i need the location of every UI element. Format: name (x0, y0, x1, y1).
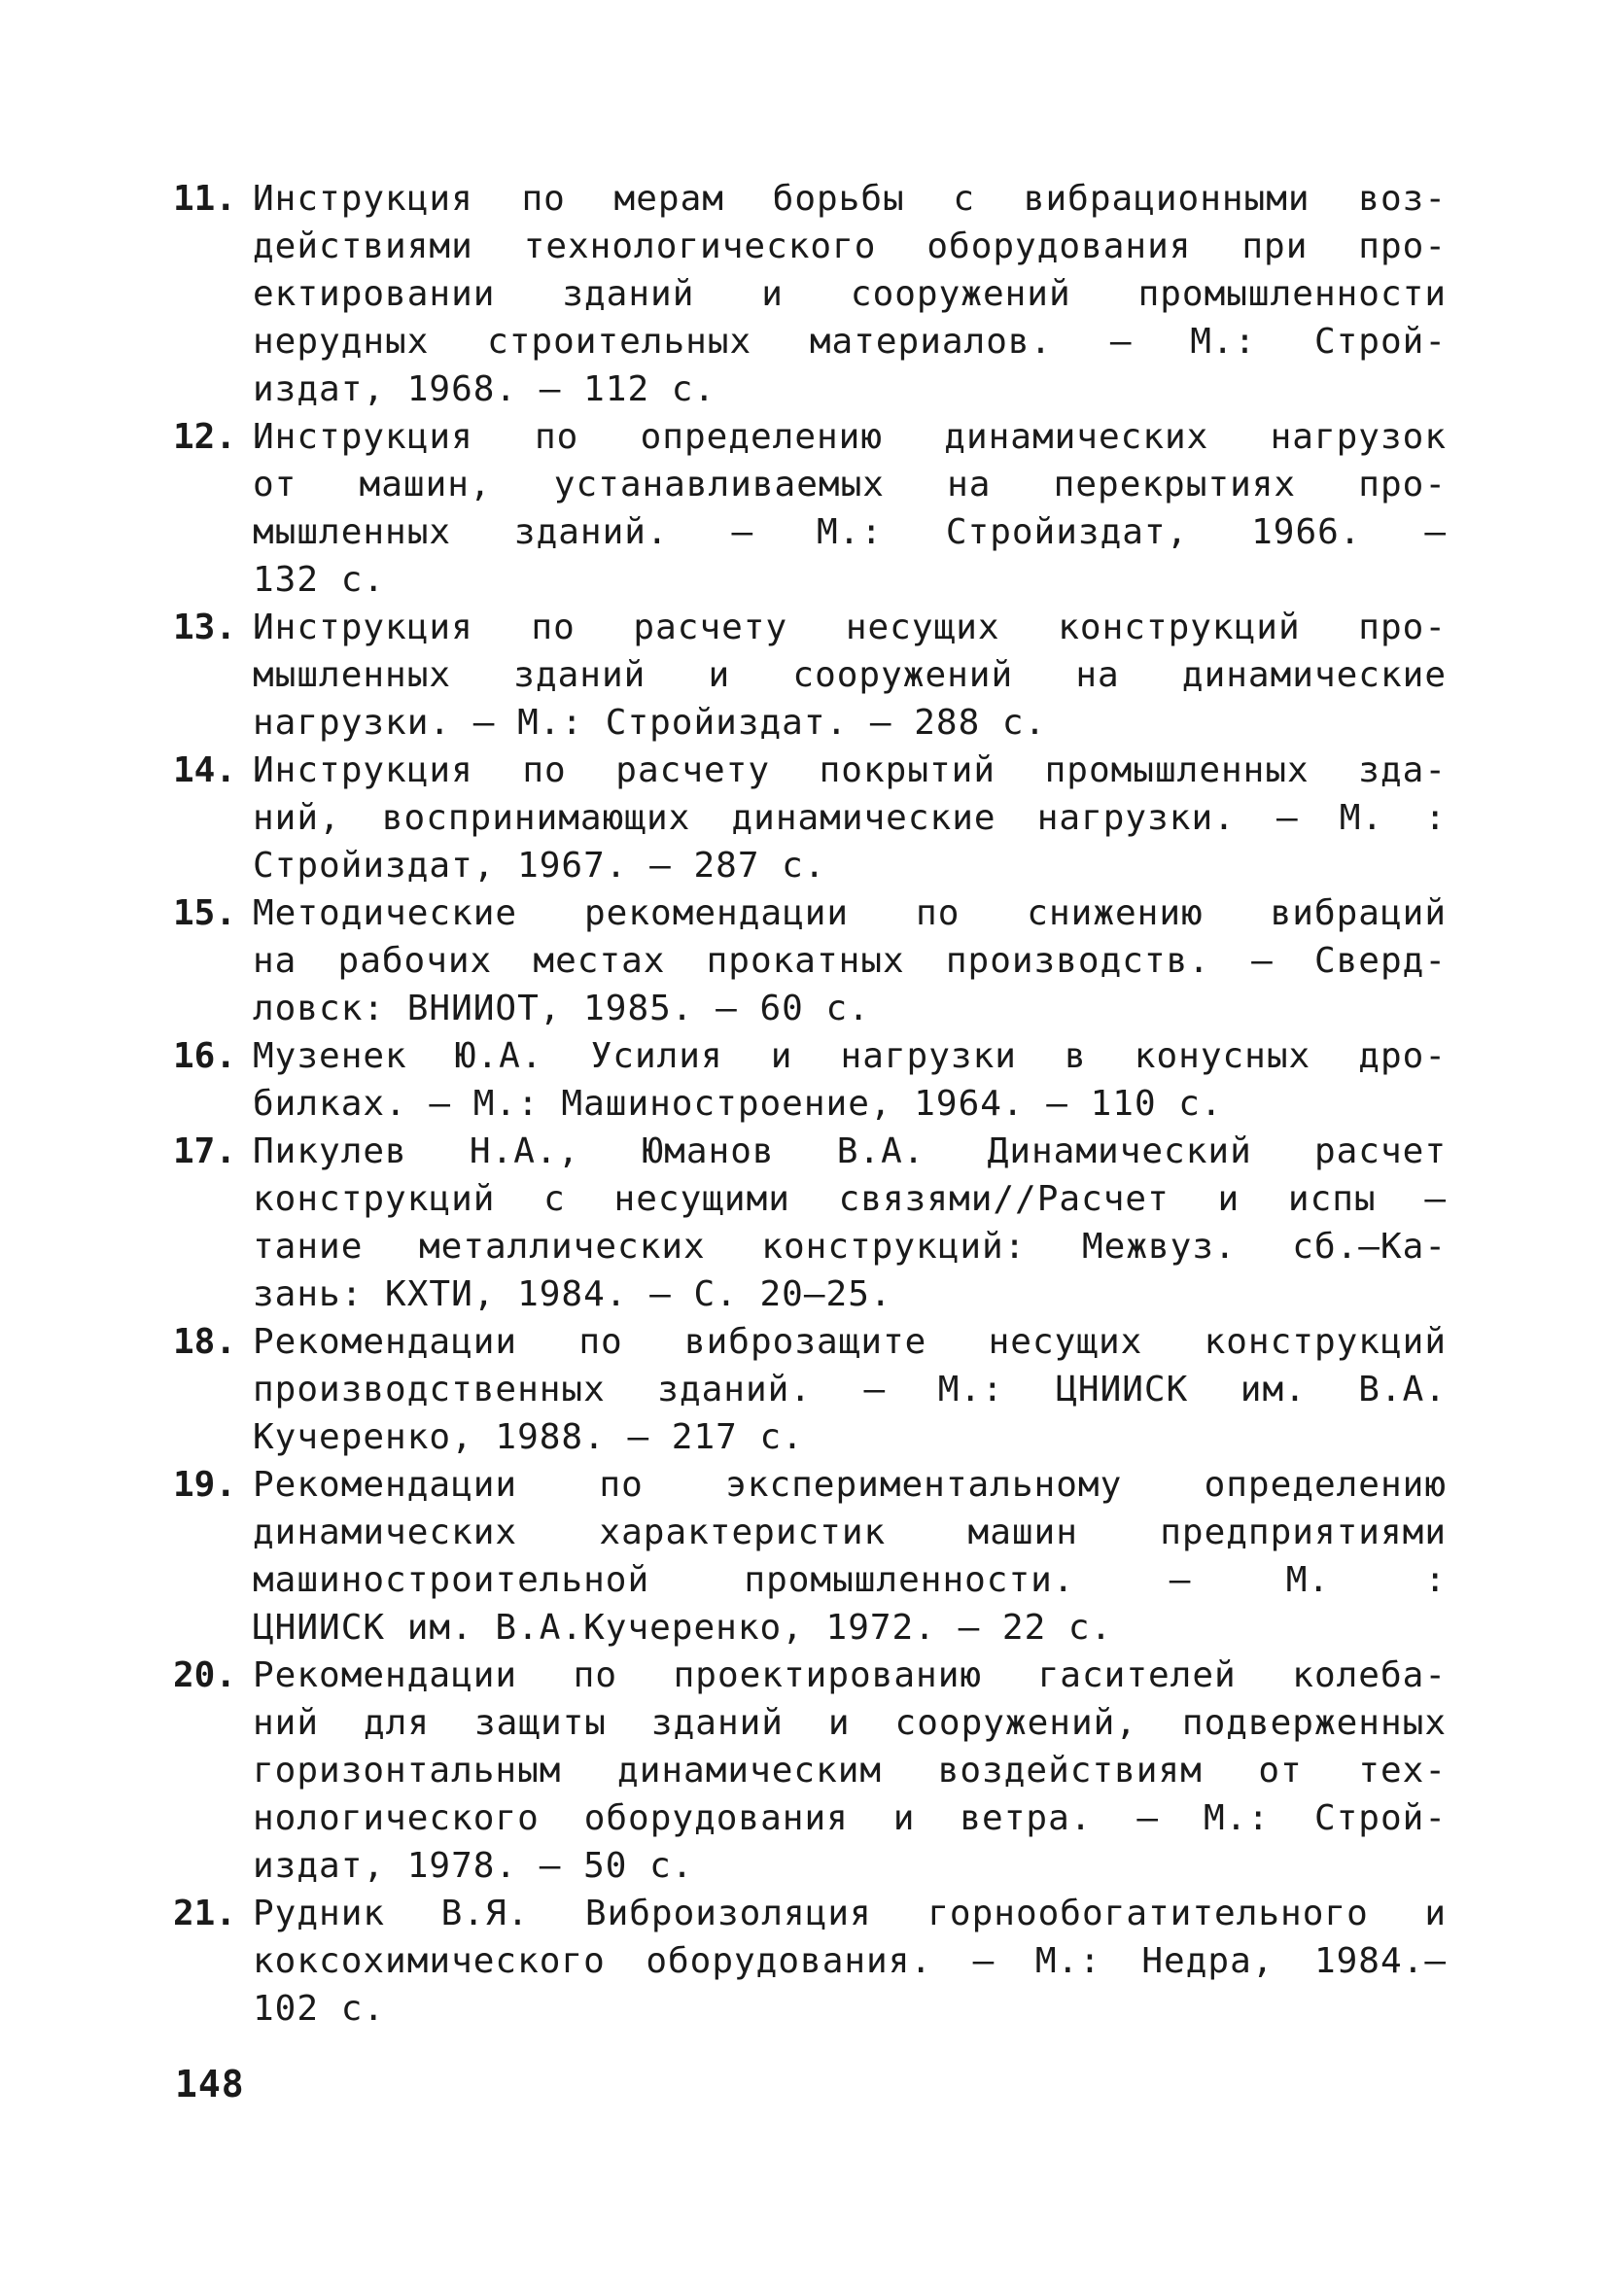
reference-number: 20. (173, 1655, 237, 1695)
reference-number: 11. (173, 179, 237, 219)
reference-text-line: 132 с. (253, 560, 386, 600)
reference-text-line: Музенек Ю.А. Усилия и нагрузки в конусных дро- (253, 1036, 1447, 1076)
reference-item (173, 413, 1447, 604)
reference-text-line: производственных зданий. – М.: ЦНИИСК им. В.А. (253, 1370, 1447, 1409)
reference-item (173, 604, 1447, 747)
reference-text-line: Рекомендации по экспериментальному определению (253, 1465, 1447, 1505)
reference-item (173, 175, 1447, 413)
reference-text-line: конструкций с несущими связями//Расчет и испы – (253, 1179, 1447, 1219)
reference-text-line: ЦНИИСК им. В.А.Кучеренко, 1972. – 22 с. (253, 1608, 1113, 1648)
reference-text-line: Рекомендации по виброзащите несущих конструкций (253, 1322, 1447, 1362)
reference-text-line: Инструкция по мерам борьбы с вибрационными воз- (253, 179, 1447, 219)
reference-text-line: Инструкция по определению динамических нагрузок (253, 417, 1447, 457)
reference-text-line: ний для защиты зданий и сооружений, подверженных (253, 1703, 1447, 1743)
reference-text-line: машиностроительной промышленности. – М. : (253, 1560, 1447, 1600)
reference-text-line: действиями технологического оборудования при про- (253, 226, 1447, 266)
reference-item (173, 1318, 1447, 1461)
reference-number: 16. (173, 1036, 237, 1076)
reference-text-line: Инструкция по расчету несущих конструкций про- (253, 608, 1447, 647)
reference-text-line: нологического оборудования и ветра. – М.: Строй- (253, 1798, 1447, 1838)
reference-text-line: билках. – М.: Машиностроение, 1964. – 110 с. (253, 1084, 1223, 1124)
reference-text-line: динамических характеристик машин предприятиями (253, 1513, 1447, 1552)
reference-text-line: Инструкция по расчету покрытий промышленных зда- (253, 750, 1447, 790)
reference-number: 21. (173, 1894, 237, 1933)
reference-item (173, 1032, 1447, 1128)
reference-text-line: горизонтальным динамическим воздействиям от тех- (253, 1751, 1447, 1791)
reference-number: 12. (173, 417, 237, 457)
reference-text-line: зань: КХТИ, 1984. – С. 20–25. (253, 1274, 892, 1314)
reference-item (173, 1128, 1447, 1318)
reference-item (173, 889, 1447, 1032)
reference-text-line: Методические рекомендации по снижению вибраций (253, 893, 1447, 933)
reference-number: 13. (173, 608, 237, 647)
reference-text-line: на рабочих местах прокатных производств. – Сверд- (253, 941, 1447, 981)
reference-text-line: ловск: ВНИИОТ, 1985. – 60 с. (253, 989, 870, 1028)
reference-text-line: 102 с. (253, 1989, 386, 2029)
reference-item (173, 1461, 1447, 1652)
reference-text-line: Рудник В.Я. Виброизоляция горнообогатительного и (253, 1894, 1447, 1933)
reference-text-line: тание металлических конструкций: Межвуз. сб.–Ка- (253, 1227, 1447, 1267)
reference-text-line: ектировании зданий и сооружений промышленности (253, 274, 1447, 314)
page-number: 148 (175, 2063, 245, 2105)
reference-text-line: мышленных зданий и сооружений на динамические (253, 655, 1447, 695)
reference-text-line: Рекомендации по проектированию гасителей колеба- (253, 1655, 1447, 1695)
reference-text-line: Кучеренко, 1988. – 217 с. (253, 1417, 804, 1457)
reference-text-line: издат, 1978. – 50 с. (253, 1846, 694, 1886)
reference-number: 15. (173, 893, 237, 933)
reference-item (173, 1652, 1447, 1890)
reference-text-line: Пикулев Н.А., Юманов В.А. Динамический расчет (253, 1131, 1447, 1171)
reference-text-line: нагрузки. – М.: Стройиздат. – 288 с. (253, 703, 1047, 743)
reference-text-line: от машин, устанавливаемых на перекрытиях про- (253, 465, 1447, 504)
reference-text-line: коксохимического оборудования. – М.: Недра, 1984.– (253, 1941, 1447, 1981)
reference-number: 14. (173, 750, 237, 790)
reference-text-line: Стройиздат, 1967. – 287 с. (253, 846, 826, 886)
reference-text-line: нерудных строительных материалов. – М.: Строй- (253, 322, 1447, 362)
reference-item (173, 747, 1447, 889)
reference-number: 19. (173, 1465, 237, 1505)
reference-text-line: мышленных зданий. – М.: Стройиздат, 1966. – (253, 512, 1447, 552)
reference-text-line: издат, 1968. – 112 с. (253, 369, 716, 409)
reference-number: 18. (173, 1322, 237, 1362)
reference-list (173, 175, 1447, 2033)
reference-number: 17. (173, 1131, 237, 1171)
reference-item (173, 1890, 1447, 2033)
reference-text-line: ний, воспринимающих динамические нагрузки. – М. : (253, 798, 1447, 838)
